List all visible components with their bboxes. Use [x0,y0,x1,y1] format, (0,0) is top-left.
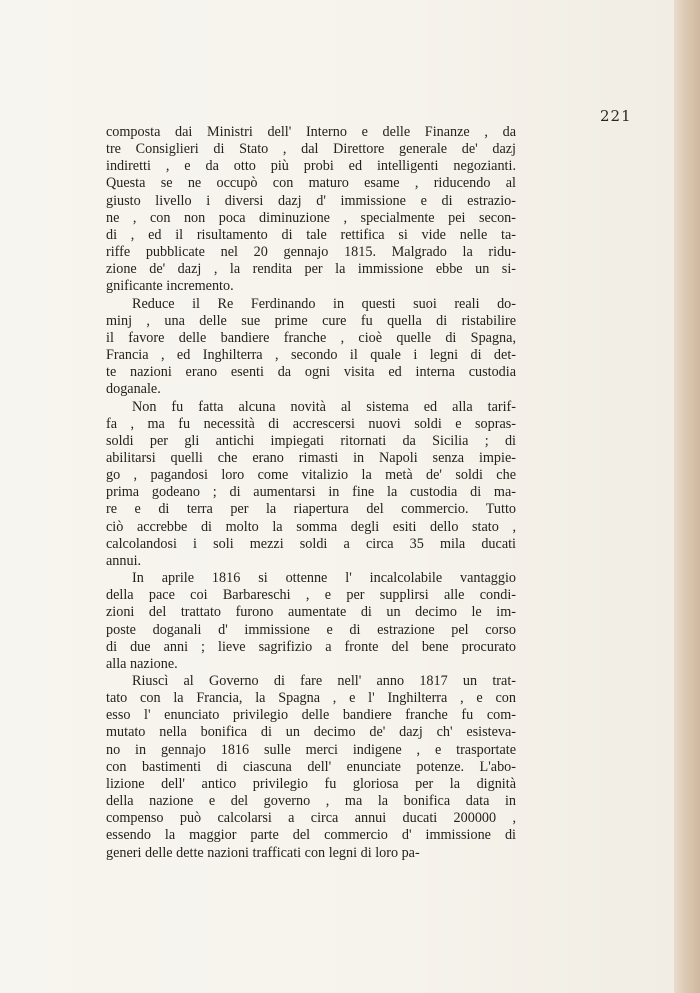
paragraph [106,296,516,399]
text-line: gnificante incremento. [106,278,234,295]
text-line: compenso può calcolarsi a circa annui ducati 200000 , [106,810,516,827]
text-line: di due anni ; lieve sagrifizio a fronte del bene procurato [106,638,516,655]
text-line: di , ed il risultamento di tale rettifica si vide nelle ta- [106,226,516,243]
text-line: indiretti , e da otto più probi ed intelligenti negozianti. [106,158,516,175]
text-line: calcolandosi i soli mezzi soldi a circa 35 mila ducati [106,535,516,552]
text-line: abilitarsi quelli che erano rimasti in Napoli senza impie- [106,449,516,466]
text-line: della pace coi Barbareschi , e per supplirsi alle condi- [106,587,516,604]
text-line: della nazione e del governo , ma la bonifica data in [106,793,516,810]
text-line: tato con la Francia, la Spagna , e l' Inghilterra , e con [106,690,516,707]
text-line: ne , con non poca diminuzione , specialmente pei secon- [106,209,516,226]
text-line: In aprile 1816 si ottenne l' incalcolabile vantaggio [132,570,516,587]
text-line: annui. [106,552,142,569]
text-line: ciò accrebbe di molto la somma degli esiti dello stato , [106,518,516,535]
text-line: giusto livello i diversi dazj d' immissione e di estrazio- [106,192,516,209]
text-line: zione de' dazj , la rendita per la immissione ebbe un si- [106,261,516,278]
text-line: re e di terra per la riapertura del commercio. Tutto [106,501,516,518]
text-line: minj , una delle sue prime cure fu quella di ristabilire [106,312,516,329]
text-line: te nazioni erano esenti da ogni visita ed interna custodia [106,364,516,381]
paragraph [106,124,516,296]
text-line: con bastimenti di ciascuna dell' enunciate potenze. L'abo- [106,758,516,775]
text-line: zioni del trattato furono aumentate di un decimo le im- [106,604,516,621]
text-line: riffe pubblicate nel 20 gennajo 1815. Malgrado la ridu- [106,244,516,261]
text-line: tre Consiglieri di Stato , dal Direttore generale de' dazj [106,141,516,158]
text-line: Reduce il Re Ferdinando in questi suoi reali do- [132,295,516,312]
paragraph [106,570,516,673]
text-line: doganale. [106,381,161,398]
page-edge [674,0,700,993]
text-line: prima godeano ; di aumentarsi in fine la custodia di ma- [106,484,516,501]
text-line: Non fu fatta alcuna novità al sistema ed alla tarif- [132,398,516,415]
paragraph [106,673,516,862]
text-line: fa , ma fu necessità di accrescersi nuovi soldi e sopras- [106,415,516,432]
text-line: esso l' enunciato privilegio delle bandiere franche fu com- [106,707,516,724]
text-line: Francia , ed Inghilterra , secondo il quale i legni di det- [106,347,516,364]
text-line: essendo la maggior parte del commercio d' immissione di [106,827,516,844]
page-number: 221 [600,107,632,125]
text-line: no in gennajo 1816 sulle merci indigene , e trasportate [106,741,516,758]
text-line: Riuscì al Governo di fare nell' anno 1817 un trat- [132,673,516,689]
text-line: Questa se ne occupò con maturo esame , riducendo al [106,175,516,192]
text-line: il favore delle bandiere franche , cioè quelle di Spagna, [106,329,516,346]
text-line: lizione dell' antico privilegio fu gloriosa per la dignità [106,775,516,792]
page-text [106,124,516,862]
text-line: poste doganali d' immissione e di estrazione pel corso [106,621,516,638]
text-line: alla nazione. [106,655,178,672]
text-line: mutato nella bonifica di un decimo de' dazj ch' esisteva- [106,724,516,741]
paragraph [106,399,516,571]
text-line: generi delle dette nazioni trafficati con legni di loro pa- [106,844,420,861]
text-line: go , pagandosi loro come vitalizio la metà de' soldi che [106,467,516,484]
text-line: composta dai Ministri dell' Interno e delle Finanze , da [106,124,516,140]
text-line: soldi per gli antichi impiegati ritornati da Sicilia ; di [106,432,516,449]
